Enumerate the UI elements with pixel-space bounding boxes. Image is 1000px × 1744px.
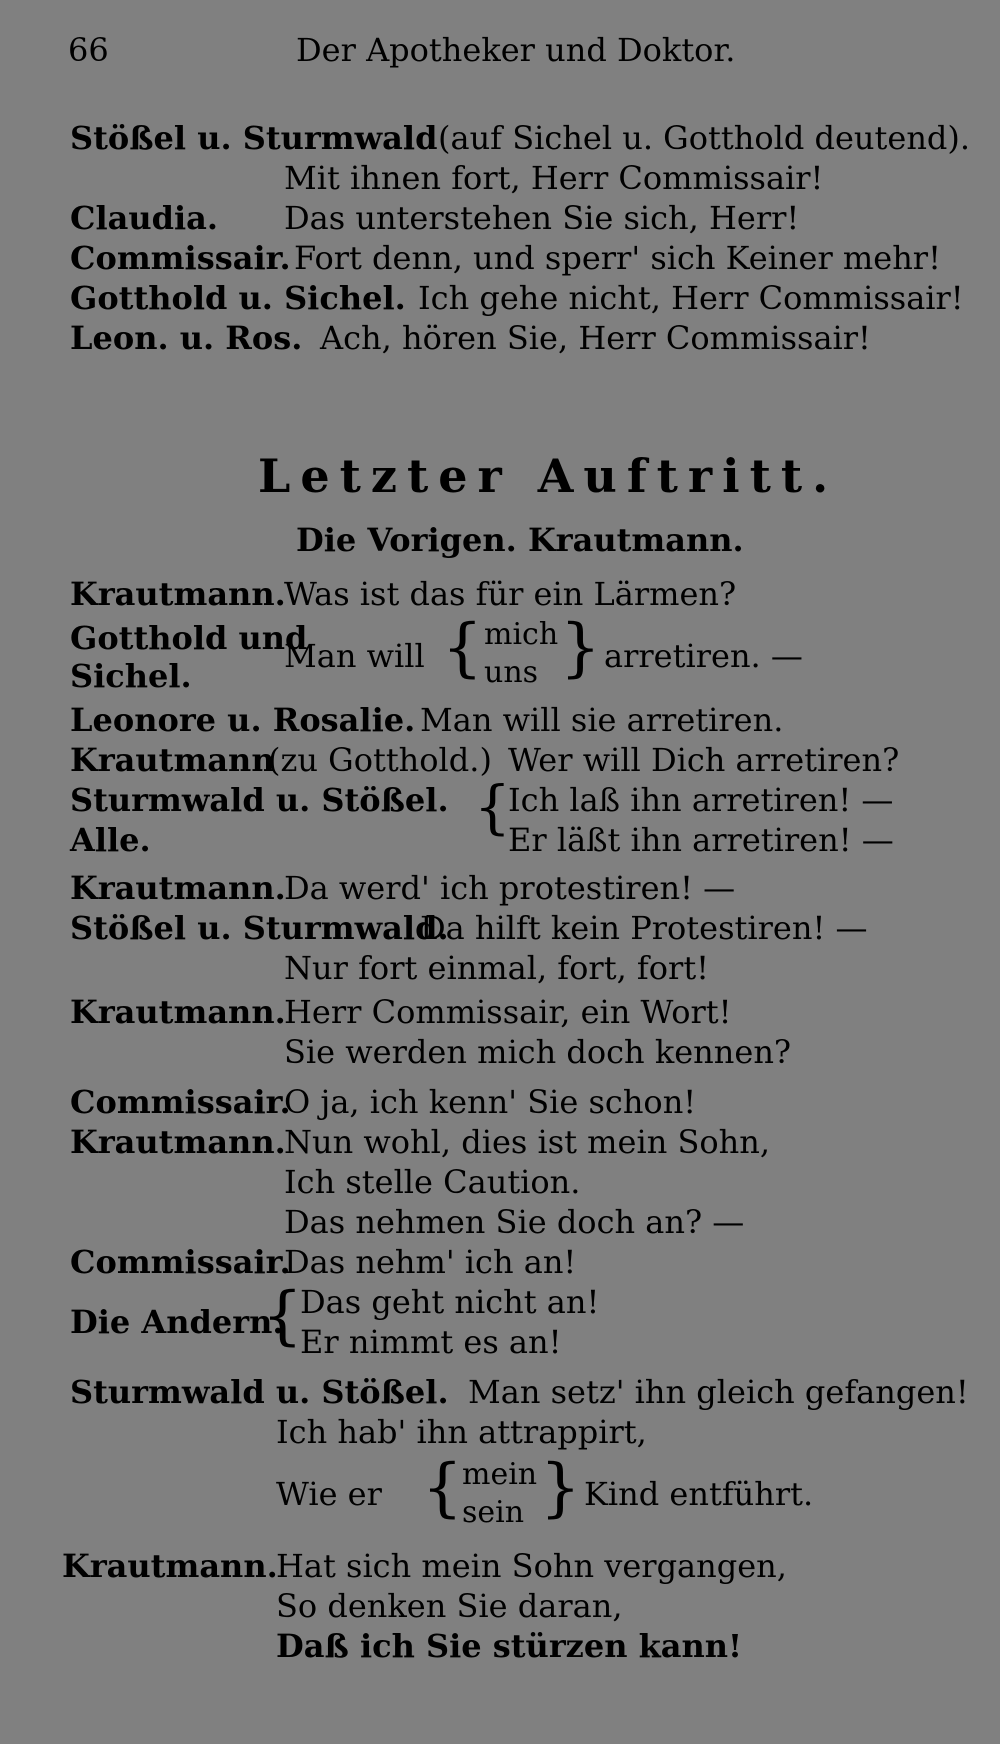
running-title: Der Apotheker und Doktor. — [296, 31, 736, 69]
speaker: Sturmwald u. Stößel. — [70, 781, 449, 819]
dialogue-line: O ja, ich kenn' Sie schon! — [284, 1083, 697, 1121]
dialogue-line: Nur fort einmal, fort, fort! — [284, 949, 710, 987]
left-brace: { — [422, 1451, 463, 1525]
dialogue-line: Da werd' ich protestiren! — — [284, 869, 736, 907]
left-brace: { — [262, 1279, 303, 1353]
speaker: Stößel u. Sturmwald. — [70, 909, 449, 947]
scene-characters: Die Vorigen. Krautmann. — [296, 521, 744, 559]
left-brace: { — [442, 611, 483, 685]
dialogue-line: Wie er — [276, 1475, 382, 1513]
speaker: Commissair. — [70, 1083, 291, 1121]
dialogue-line: Er läßt ihn arretiren! — — [508, 821, 894, 859]
speaker: Alle. — [70, 821, 151, 859]
right-brace: } — [540, 1451, 581, 1525]
dialogue-line: Man setz' ihn gleich gefangen! — [468, 1373, 969, 1411]
speaker: Die Andern. — [70, 1303, 284, 1341]
speaker: Krautmann. — [70, 1123, 286, 1161]
dialogue-line: Was ist das für ein Lärmen? — [284, 575, 737, 613]
dialogue-line: Ich hab' ihn attrappirt, — [276, 1413, 647, 1451]
dialogue-line: Wer will Dich arretiren? — [508, 741, 900, 779]
speaker: Krautmann. — [70, 993, 286, 1031]
dialogue-line: Kind entführt. — [584, 1475, 814, 1513]
speaker: Krautmann. — [70, 869, 286, 907]
dialogue-line: Fort denn, und sperr' sich Keiner mehr! — [294, 239, 941, 277]
dialogue-line: Ich gehe nicht, Herr Commissair! — [418, 279, 964, 317]
stage-direction: (zu Gotthold.) — [268, 741, 492, 779]
dialogue-line: Ich stelle Caution. — [284, 1163, 581, 1201]
alternative-lower: uns — [484, 655, 539, 690]
dialogue-line: Hat sich mein Sohn vergangen, — [276, 1547, 787, 1585]
speaker: Krautmann. — [70, 575, 286, 613]
alternative-lower: sein — [462, 1495, 525, 1530]
speaker: Commissair. — [70, 1243, 291, 1281]
speaker: Sturmwald u. Stößel. — [70, 1373, 449, 1411]
speaker: Gotthold und — [70, 619, 308, 657]
dialogue-line: Ich laß ihn arretiren! — — [508, 781, 894, 819]
dialogue-line: Das unterstehen Sie sich, Herr! — [284, 199, 800, 237]
dialogue-line: Nun wohl, dies ist mein Sohn, — [284, 1123, 771, 1161]
dialogue-line: Ach, hören Sie, Herr Commissair! — [320, 319, 871, 357]
dialogue-line: arretiren. — — [604, 637, 803, 675]
speaker: Leon. u. Ros. — [70, 319, 303, 357]
speaker: Commissair. — [70, 239, 291, 277]
speaker: Claudia. — [70, 199, 219, 237]
dialogue-line: Er nimmt es an! — [300, 1323, 562, 1361]
speaker: Krautmann. — [62, 1547, 278, 1585]
dialogue-line: Das nehmen Sie doch an? — — [284, 1203, 745, 1241]
dialogue-line: Das nehm' ich an! — [284, 1243, 577, 1281]
left-brace: { — [474, 773, 511, 841]
speaker: Leonore u. Rosalie. — [70, 701, 416, 739]
speaker: Gotthold u. Sichel. — [70, 279, 406, 317]
dialogue-line: Man will sie arretiren. — [420, 701, 784, 739]
dialogue-line: Daß ich Sie stürzen kann! — [276, 1627, 743, 1665]
dialogue-line: Da hilft kein Protestiren! — — [420, 909, 868, 947]
dialogue-line: Herr Commissair, ein Wort! — [284, 993, 732, 1031]
right-brace: } — [560, 611, 601, 685]
alternative-upper: mich — [484, 617, 559, 652]
speaker: Sichel. — [70, 657, 192, 695]
alternative-upper: mein — [462, 1457, 538, 1492]
dialogue-line: Sie werden mich doch kennen? — [284, 1033, 792, 1071]
speaker: Krautmann — [70, 741, 275, 779]
page-number: 66 — [68, 31, 109, 69]
dialogue-line: Man will — [284, 637, 425, 675]
dialogue-line: So denken Sie daran, — [276, 1587, 623, 1625]
stage-direction: (auf Sichel u. Gotthold deutend). — [438, 119, 971, 157]
dialogue-line: Mit ihnen fort, Herr Commissair! — [284, 159, 824, 197]
speaker: Stößel u. Sturmwald — [70, 119, 438, 157]
scene-title: Letzter Auftritt. — [258, 449, 839, 503]
dialogue-line: Das geht nicht an! — [300, 1283, 600, 1321]
